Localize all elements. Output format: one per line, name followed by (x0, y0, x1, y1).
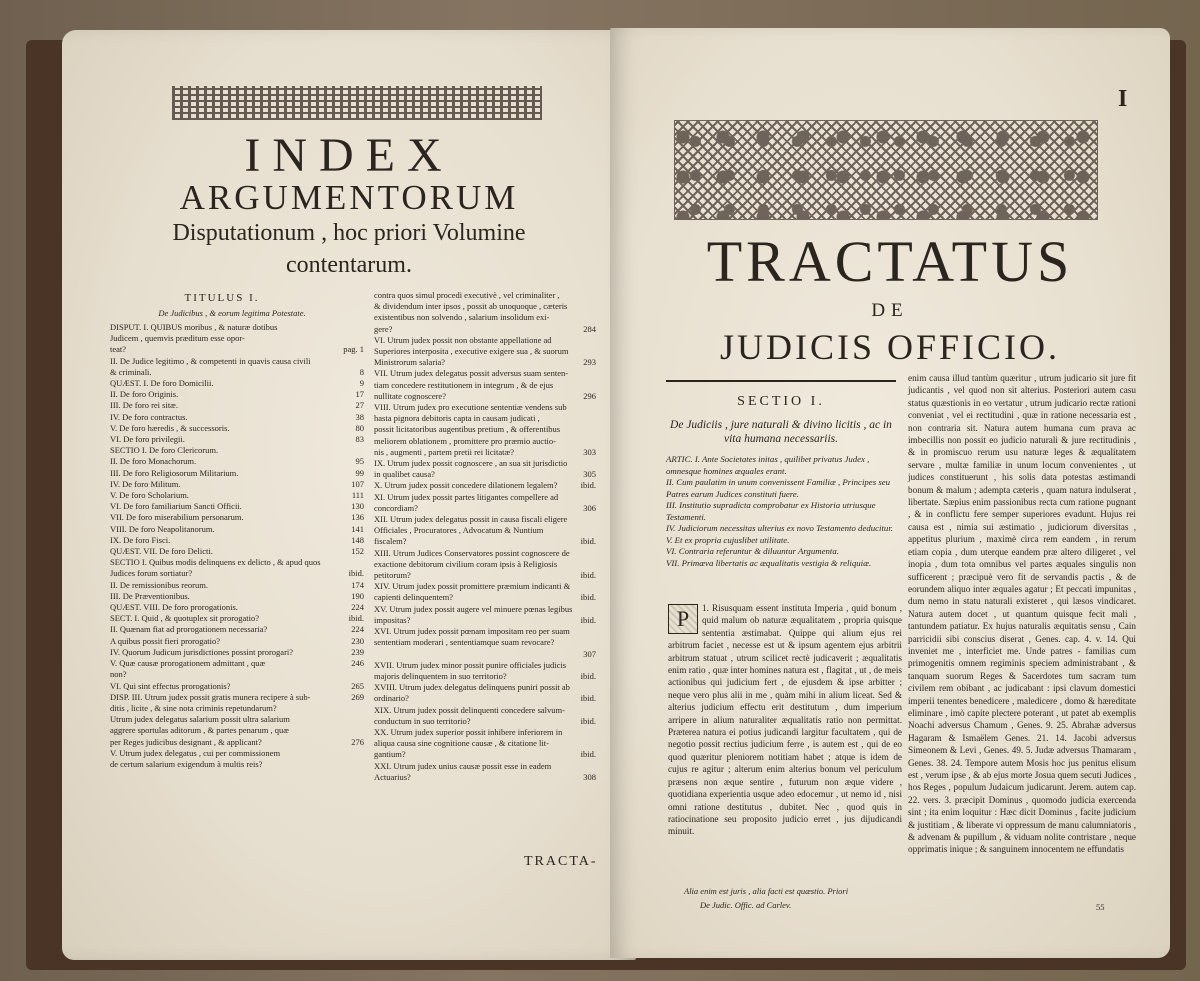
index-entry-text: Judices forum sortiatur? (110, 568, 193, 579)
index-entry (374, 761, 596, 772)
index-entry-page: 296 (583, 390, 596, 401)
index-entry (374, 492, 596, 503)
article-item: VI. Contraria referuntur & diluuntur Argumenta. (666, 546, 839, 556)
index-entry-page (360, 714, 364, 725)
index-entry-text: in qualibet causa? (374, 469, 435, 480)
index-column-right (374, 290, 596, 783)
index-entry (110, 322, 364, 333)
index-title-argumentorum: ARGUMENTORUM (179, 178, 519, 217)
index-entry (110, 591, 364, 602)
index-entry-page (592, 761, 596, 772)
index-entry (110, 423, 364, 434)
index-entry-text: VII. De foro miserabilium personarum. (110, 512, 244, 523)
index-entry-page (592, 301, 596, 312)
index-entry-text: meliorem oblationem , promittere pro præmio auctio- (374, 435, 556, 446)
index-entry-page (592, 424, 596, 435)
index-entry-page: ibid. (348, 613, 364, 624)
index-entry (110, 759, 364, 770)
index-entry-page: 136 (351, 512, 364, 523)
index-entry-text: SECT. I. Quid , & quotuplex sit prorogatio? (110, 613, 260, 624)
index-entry-text: VI. De foro familiarium Sancti Officii. (110, 501, 242, 512)
index-entry-page: 305 (583, 469, 596, 480)
index-entry (374, 324, 596, 335)
index-entry (110, 400, 364, 411)
index-entry-page (592, 637, 596, 648)
index-entry (374, 649, 596, 660)
index-entry-page: ibid. (348, 568, 364, 579)
index-entry-text: IV. De foro contractus. (110, 411, 188, 422)
index-entry-text: de certum salarium exigendum à multis reis? (110, 758, 263, 769)
index-entry-text: QUÆST. VII. De foro Delicti. (110, 546, 213, 557)
index-entry-page (592, 368, 596, 379)
index-entry-page: 27 (355, 400, 364, 411)
article-item: ARTIC. I. Ante Societates initas , quilibet privatus Judex , omnesque homines æquales erant. (666, 454, 870, 476)
footer-mark: 55 (1096, 902, 1105, 912)
index-entry-page: 265 (351, 680, 364, 691)
index-entry-page (592, 402, 596, 413)
index-entry-page (592, 705, 596, 716)
index-entry (110, 568, 364, 579)
index-entry-text: SECTIO I. De foro Clericorum. (110, 445, 219, 456)
index-entry (110, 681, 364, 692)
index-entry-page: ibid. (580, 614, 596, 625)
index-entry-text: XVIII. Utrum judex delegatus delinquens puniri possit ab (374, 682, 570, 693)
index-entry (374, 671, 596, 682)
index-entry-page: 308 (583, 771, 596, 782)
index-entry (374, 357, 596, 368)
index-entry (110, 456, 364, 467)
sectio-heading: SECTIO I. (737, 394, 825, 409)
index-entry-page (360, 703, 364, 714)
index-entry-text: VIII. Utrum judex pro executione sententiæ vendens sub (374, 402, 567, 413)
footer-continuation: Alia enim est juris , alia facti est quæstio. Priori (684, 886, 849, 896)
index-entry-text: ditis , licite , & sine nota criminis repetundarum? (110, 702, 277, 713)
index-entry-text: exactione debitorum civilium coram ipsis à Religiosis (374, 558, 558, 569)
index-entry-text: IV. De foro Militum. (110, 478, 181, 489)
index-entry-page (592, 581, 596, 592)
index-entry (110, 344, 364, 355)
headpiece-ornament (674, 120, 1098, 220)
sectio-title: De Judiciis , jure naturali & divino licitis , ac in vita humana necessariis. (670, 419, 892, 445)
index-entry-page: ibid. (580, 693, 596, 704)
index-entry-text: Actuarius? (374, 771, 411, 782)
index-entry-page: 303 (583, 446, 596, 457)
index-entry-text: IX. De foro Fisci. (110, 534, 171, 545)
index-entry (110, 479, 364, 490)
index-entry (374, 368, 596, 379)
index-entry (110, 725, 364, 736)
index-entry-page: 8 (359, 366, 364, 377)
article-item: VII. Primæva libertatis ac æqualitatis vestigia & reliquiæ. (666, 557, 872, 568)
footer-signature: De Judic. Offic. ad Carlev. (700, 900, 792, 910)
index-column-left (110, 322, 364, 770)
index-entry-text: aggrere sportulas aditorum , & partes penarum , quæ (110, 725, 289, 736)
index-entry-page: ibid. (580, 592, 596, 603)
index-entry-page: 246 (351, 658, 364, 669)
index-entry-text: conductum in suo territorio? (374, 715, 471, 726)
index-entry-page: ibid. (580, 715, 596, 726)
index-entry-page (592, 727, 596, 738)
article-item: II. Cum paulatim in unum convenissent Familiæ , Principes seu Patres earum Judices constituti fuere. (666, 477, 891, 499)
index-entry-text: Judicem , quemvis præditum esse opor- (110, 333, 245, 344)
index-entry-page (592, 559, 596, 570)
index-entry (374, 738, 596, 749)
index-entry (374, 469, 596, 480)
index-entry-text: XX. Utrum judex superior possit inhibere inferiorem in (374, 726, 563, 737)
index-entry-text: VI. Utrum judex possit non obstante appellatione ad (374, 334, 552, 345)
index-entry (110, 748, 364, 759)
index-entry-text: XIX. Utrum judex possit delinquenti concedere salvum- (374, 704, 565, 715)
index-entry-text: X. Utrum judex possit concedere dilationem legalem? (374, 480, 558, 491)
index-entry (110, 613, 364, 624)
left-page (62, 30, 636, 960)
index-entry-page (592, 413, 596, 424)
index-entry (110, 512, 364, 523)
index-entry-page: 224 (351, 624, 364, 635)
index-entry (374, 335, 596, 346)
index-entry-text: II. De foro Monachorum. (110, 456, 197, 467)
index-entry (374, 626, 596, 637)
index-entry-text: gantium? (374, 749, 406, 760)
index-entry (374, 436, 596, 447)
index-entry (110, 557, 364, 568)
index-entry (374, 346, 596, 357)
index-subtitle: Disputationum , hoc priori Volumine (172, 220, 526, 246)
index-entry (110, 658, 364, 669)
index-entry-page: 269 (351, 691, 364, 702)
tractatus-title: TRACTATUS (706, 229, 1074, 294)
index-entry-page (592, 346, 596, 357)
index-entry-text: V. Utrum judex delegatus , cui per commissionem (110, 747, 281, 758)
index-subtitle-end: contentarum. (286, 252, 412, 278)
index-entry (374, 570, 596, 581)
index-entry-page: 38 (355, 411, 364, 422)
index-entry-page (592, 525, 596, 536)
index-entry (110, 714, 364, 725)
index-entry-text: SECTIO I. Quibus modis delinquens ex delicto , & apud quos (110, 557, 321, 568)
index-entry-text: tiam concedere restitutionem in integrum , & de ejus (374, 379, 554, 390)
index-entry (374, 391, 596, 402)
index-entry-page (360, 322, 364, 333)
index-entry (374, 581, 596, 592)
index-entry (374, 480, 596, 491)
index-entry (110, 468, 364, 479)
index-entry-text: II. Quænam fiat ad prorogationem necessaria? (110, 624, 268, 635)
index-entry-text: XIV. Utrum judex possit promittere præmium indicanti & (374, 581, 571, 592)
open-book (26, 30, 1186, 970)
index-entry-page (360, 759, 364, 770)
index-entry-text: V. De foro Scholarium. (110, 490, 189, 501)
index-entry-text: II. De foro Originis. (110, 389, 179, 400)
index-entry-page: 276 (351, 736, 364, 747)
index-entry-text: nis , augmenti , partem pretii rei licitatæ? (374, 446, 514, 457)
index-entry-text: petitorum? (374, 570, 411, 581)
index-entry-page (360, 557, 364, 568)
index-entry-text: teat? (110, 344, 127, 355)
index-entry (110, 669, 364, 680)
index-entry-page: pag. 1 (343, 344, 364, 355)
index-entry-text: capienti delinquentem? (374, 592, 454, 603)
title-judicis-officio: JUDICIS OFFICIO. (719, 327, 1061, 367)
index-entry (374, 458, 596, 469)
index-entry (374, 424, 596, 435)
index-entry-text: QUÆST. I. De foro Domicilii. (110, 378, 214, 389)
body-text-right: enim causa illud tantùm quæritur , utrum judicario sit jure fit judicantis , vel quod non sit alterius. Posteriori autem casu status quæstionis in eo vertatur , utrum judicario rectæ rationi conveniat , vel ei rectitudini , quæ in ratione necessaria est , non contraria sit. Natura autem humana cum prava ac imbecillis non possit eo judicio naturali & jure rectitudinis , & in promiscuo rerum usu naturæ leges & æqualitatem servare , multæ familiæ in unum locum convenientes , ut judices constituerunt , his solis data potestas æstimandi bonum & malum ; adempta cæteris , quam natura indulserat , libertate. Sæpius enim passionibus recta cum ratione pugnant , & in conflictu fere semper superiores evadunt. Hujus rei causa est , nimia sui æstimatio , judiciorum diversitas , appetitus plurium , maximè circa rem eandem , in rerum etiam copia , dum uterque eandem præ altero diligeret , vel inopia , dum tota omnibus vel partes æquales singulis non sufficerent ; præcipuè vero fit de servandis pactis , & de eorundem aliquo inter æquales agatur ; Et peccati impunitas , dum nemo in statu naturali existeret , qui læsos vindicaret. Natura autem docet , ut quantum quisque fecit mali , tantundem patiatur. Ex hujus naturalis æquitatis sensu , Cain parricidii sibi conscius diserat , Genes. cap. 4. v. 14. Qui inveniet me , interficiet me. Unde patres - familias cum primogenitis omnem regiminis speciem administrabant , & tanquam suorum Reges & Sacerdotes tum sacram tum civilem rem obibant , ac judicabant : ipsi clavum domestici imperii tenentes benedicere , maledicere , domo & hæreditate eliminare , imò capite plectere poterant , ut patet ab exemplis Noachi adversus Chamum , Genes. 9. 25. Abrahæ adversus Hagaram & Ismaëlem Genes. 21. 14. Jacobi adversus Simeonem & Levi , Genes. 49. 5. Judæ adversus Thamaram , Genes. 38. 24. Tempore autem Mosis hoc jus penitus elisum est , verum ipse , & ab ejus morte Josua quem secuti Judices , hos Reges , populum Judaicum judicarunt. Jerem. autem cap. 22. vers. 3. præcipit Dominus , quomodo judicia exercenda sint ; ita enim loquitur : Hæc dicit Dominus , facite judicium & justitiam , & liberate vi oppressum de manu calumniatoris , & advenam & pupillum , & viduam nolite contristare , neque opprimatis inique ; & sanguinem innocentem ne effundatis (908, 373, 1136, 855)
index-entry (374, 290, 596, 301)
index-entry (374, 525, 596, 536)
index-entry (374, 380, 596, 391)
index-entry-page: 80 (355, 422, 364, 433)
index-entry (374, 301, 596, 312)
index-entry-text: XII. Utrum judex delegatus possit in causa fiscali eligere (374, 514, 568, 525)
index-entry-page: 141 (351, 523, 364, 534)
index-entry-text: ordinario? (374, 693, 409, 704)
index-entry (374, 637, 596, 648)
drop-capital: P (668, 604, 698, 634)
index-entry-page: 17 (355, 389, 364, 400)
index-entry-text: & criminali. (110, 366, 152, 377)
index-entry-text: nullitate cognoscere? (374, 390, 446, 401)
index-entry (374, 716, 596, 727)
index-entry-page: 95 (355, 456, 364, 467)
index-entry-page (592, 626, 596, 637)
index-entry-page (592, 380, 596, 391)
index-entry-page: 130 (351, 501, 364, 512)
index-entry-text: XVI. Utrum judex possit pœnam impositam reo per suam (374, 626, 570, 637)
index-entry-page: ibid. (580, 670, 596, 681)
index-entry (110, 445, 364, 456)
index-entry (110, 737, 364, 748)
index-entry (374, 693, 596, 704)
index-entry-page: 306 (583, 502, 596, 513)
index-entry-page (360, 669, 364, 680)
index-entry-text: fiscalem? (374, 536, 407, 547)
index-entry-page: 148 (351, 534, 364, 545)
index-entry-text: XI. Utrum judex possit partes litigantes compellere ad (374, 491, 559, 502)
article-item: III. Institutio supradicta comprobatur ex Historia utriusque Testamenti. (666, 500, 876, 522)
index-entry-page (592, 312, 596, 323)
index-entry (374, 402, 596, 413)
index-entry (110, 524, 364, 535)
titulus-heading: TITULUS I. (184, 292, 260, 304)
index-entry-page: 293 (583, 357, 596, 368)
index-entry-page (592, 458, 596, 469)
index-title: INDEX (244, 129, 454, 182)
title-de: DE (871, 300, 909, 321)
index-entry (110, 580, 364, 591)
index-entry-page: ibid. (580, 480, 596, 491)
index-entry-text: XXI. Utrum judex unius causæ possit esse in eadem (374, 760, 552, 771)
index-entry (110, 378, 364, 389)
index-entry-page: 307 (583, 648, 596, 659)
body-column-left (668, 602, 902, 838)
index-entry-text: non? (110, 669, 127, 680)
index-entry (110, 434, 364, 445)
index-entry-text: Superiores interposita , executive exigere sua , & suorum (374, 346, 569, 357)
index-entry-page (592, 514, 596, 525)
index-entry (110, 624, 364, 635)
index-entry-text: QUÆST. VIII. De foro prorogationis. (110, 602, 238, 613)
index-entry-text: VI. De foro privilegii. (110, 434, 185, 445)
index-entry (110, 647, 364, 658)
index-entry-text: IX. Utrum judex possit cognoscere , an sua sit jurisdictio (374, 458, 568, 469)
index-entry (374, 312, 596, 323)
index-entry (110, 333, 364, 344)
index-entry-text: majoris delinquentem in suo territorio? (374, 670, 507, 681)
index-entry-page (360, 725, 364, 736)
index-entry-text: III. De foro Religiosorum Militarium. (110, 467, 239, 478)
index-entry (374, 548, 596, 559)
index-entry-page: 190 (351, 590, 364, 601)
index-entry-page: 239 (351, 646, 364, 657)
index-entry-page: ibid. (580, 570, 596, 581)
index-entry-text: IV. Quorum Judicum jurisdictiones possint prorogari? (110, 646, 294, 657)
index-entry-text: A quibus possit fieri prorogatio? (110, 635, 221, 646)
index-entry (110, 703, 364, 714)
index-entry-page (592, 492, 596, 503)
index-entry-text: XIII. Utrum Judices Conservatores possint cognoscere de (374, 547, 570, 558)
index-entry-page: 107 (351, 478, 364, 489)
index-entry (110, 602, 364, 613)
index-entry-text: V. De foro hæredis , & successoris. (110, 422, 230, 433)
index-entry (374, 559, 596, 570)
index-entry-page (592, 738, 596, 749)
index-entry-text: & dividendum inter ipsos , possit ab unoquoque , cæteris (374, 301, 568, 312)
index-entry (374, 660, 596, 671)
index-entry-text: VI. Qui sint effectus prorogationis? (110, 680, 231, 691)
index-entry (374, 727, 596, 738)
index-entry-page: 284 (583, 323, 596, 334)
index-entry-text: sententiam moderari , sententiamque suam revocare? (374, 637, 555, 648)
index-entry-page: ibid. (580, 749, 596, 760)
right-page (610, 28, 1170, 958)
index-entry-page: 230 (351, 635, 364, 646)
index-entry-text: VIII. De foro Neapolitanorum. (110, 523, 215, 534)
index-entry (110, 389, 364, 400)
article-item: IV. Judiciorum necessitas ulterius ex novo Testamento deducitur. (666, 523, 893, 533)
index-entry (374, 705, 596, 716)
index-entry-page: 152 (351, 546, 364, 557)
index-entry (374, 413, 596, 424)
index-entry-text: possit licitatoribus augentibus pretium , & offerentibus (374, 424, 561, 435)
index-entry (110, 636, 364, 647)
index-entry (110, 412, 364, 423)
index-entry-page (360, 333, 364, 344)
index-entry (110, 490, 364, 501)
index-entry-text: III. De Præventionibus. (110, 590, 190, 601)
body-column-right (908, 372, 1136, 856)
index-entry-page (592, 548, 596, 559)
index-entry (374, 682, 596, 693)
index-entry (110, 535, 364, 546)
index-entry-text: VII. Utrum judex delegatus possit adversus suam senten- (374, 368, 569, 379)
index-entry (110, 546, 364, 557)
index-entry (374, 447, 596, 458)
index-entry-text: Ministrorum salaria? (374, 357, 446, 368)
index-entry-page: 174 (351, 579, 364, 590)
index-entry (374, 514, 596, 525)
article-list (666, 454, 902, 569)
index-entry-page (360, 356, 364, 367)
titulus-subheading: De Judicibus , & eorum legitima Potestate. (158, 308, 306, 318)
index-entry-page: 99 (355, 467, 364, 478)
index-entry-page: 224 (351, 602, 364, 613)
index-entry (110, 501, 364, 512)
index-entry (374, 503, 596, 514)
index-entry-text: Utrum judex delegatus salarium possit ultra salarium (110, 714, 290, 725)
article-item: V. Et ex propria cujuslibet utilitate. (666, 534, 790, 545)
index-entry-text: impositas? (374, 614, 411, 625)
catchword: TRACTA- (524, 854, 598, 869)
index-entry-text: existentibus non solvendo , salarium insolidum exi- (374, 312, 550, 323)
page-number: I (1118, 86, 1128, 112)
index-entry-text: Officiales , Procuratores , Advocatum & Nuntium (374, 525, 544, 536)
index-entry-text: per Reges judicibus designant , & applicant? (110, 736, 262, 747)
index-entry-text: II. De remissionibus reorum. (110, 579, 208, 590)
index-entry-text: XV. Utrum judex possit augere vel minuere pœnas legibus (374, 603, 573, 614)
index-entry (110, 356, 364, 367)
header-ornament-band (172, 86, 542, 120)
index-entry-text: contra quos simul procedi executivè , vel criminaliter , (374, 290, 560, 300)
index-entry-page: 111 (351, 490, 364, 501)
index-entry-page (592, 660, 596, 671)
index-entry (110, 367, 364, 378)
index-entry-page (360, 748, 364, 759)
index-entry-page (360, 445, 364, 456)
index-entry-text: V. Quæ causæ prorogationem admittant , quæ (110, 658, 266, 669)
index-entry-text: aliqua causa sine cognitione causæ , & citatione lit- (374, 738, 549, 749)
index-entry-page (592, 604, 596, 615)
index-entry (374, 749, 596, 760)
index-entry (374, 592, 596, 603)
index-entry-page (592, 436, 596, 447)
index-entry (374, 772, 596, 783)
index-entry-text: DISP. III. Utrum judex possit gratis munera recipere à sub- (110, 691, 311, 702)
index-entry-text: concordiam? (374, 502, 418, 513)
index-entry-text: II. De Judice legitimo , & competenti in quavis causa civili (110, 355, 311, 366)
index-entry-page (592, 290, 596, 301)
index-entry-page (592, 335, 596, 346)
index-entry-text: gere? (374, 323, 393, 334)
body-text-left: 1. Risusquam essent instituta Imperia , quid bonum , quid malum ob naturæ æqualitatem , propria quisque sententia æstimabat. Quippe qui alium ejus rei arbitrum faciet , necesse est ut & ipsum agentem ejus arbitrii arbitrum statuat , utrum scilicet rectè judicaverit ; æqualitatis enim ratio , quæ inter homines natura est , flagitat , ut , de meis actionibus qui judicium fert , de ejusdem & ipse arbitter ; neque vero plus alii in me , quàm mihi in alium liceat. Sed & alterius judicium effectu erit destitutum , dum imperium arripere in alium naturaliter æqualitatis ratio non permittat. Præterea natura ei potius judicandi largitur facultatem , qui de negotio possit rectius judicium ferre , is autem est , qui de eo quod quæritur pleniorem notitiam habet ; atque is idem de cujus re agitur ; alterum enim alterius bonum vel periculum præsens non æque sentire , futurum non æque videre , quotidiana experientia usque adeo edocemur , ut nemo id , nisi omni ratione destitutus , dubitet. Nec , quod quis in ratiocinatione seu proposito judicio erret , jus dijudicandi minuit. (668, 603, 902, 837)
index-entry-text: III. De foro rei sitæ. (110, 400, 178, 411)
index-entry-text: DISPUT. I. QUIBUS moribus , & naturæ dotibus (110, 322, 278, 332)
index-entry-page: ibid. (580, 536, 596, 547)
index-entry-page: 83 (355, 434, 364, 445)
index-entry (374, 536, 596, 547)
index-entry (374, 604, 596, 615)
index-entry-text: XVII. Utrum judex minor possit punire officiales judicis (374, 659, 567, 670)
index-entry-text: hasta pignora debitoris capta in causam judicati , (374, 413, 540, 424)
index-entry-page (592, 682, 596, 693)
section-rule (666, 380, 896, 382)
index-entry (110, 692, 364, 703)
index-entry (374, 615, 596, 626)
index-entry-page: 9 (359, 378, 364, 389)
